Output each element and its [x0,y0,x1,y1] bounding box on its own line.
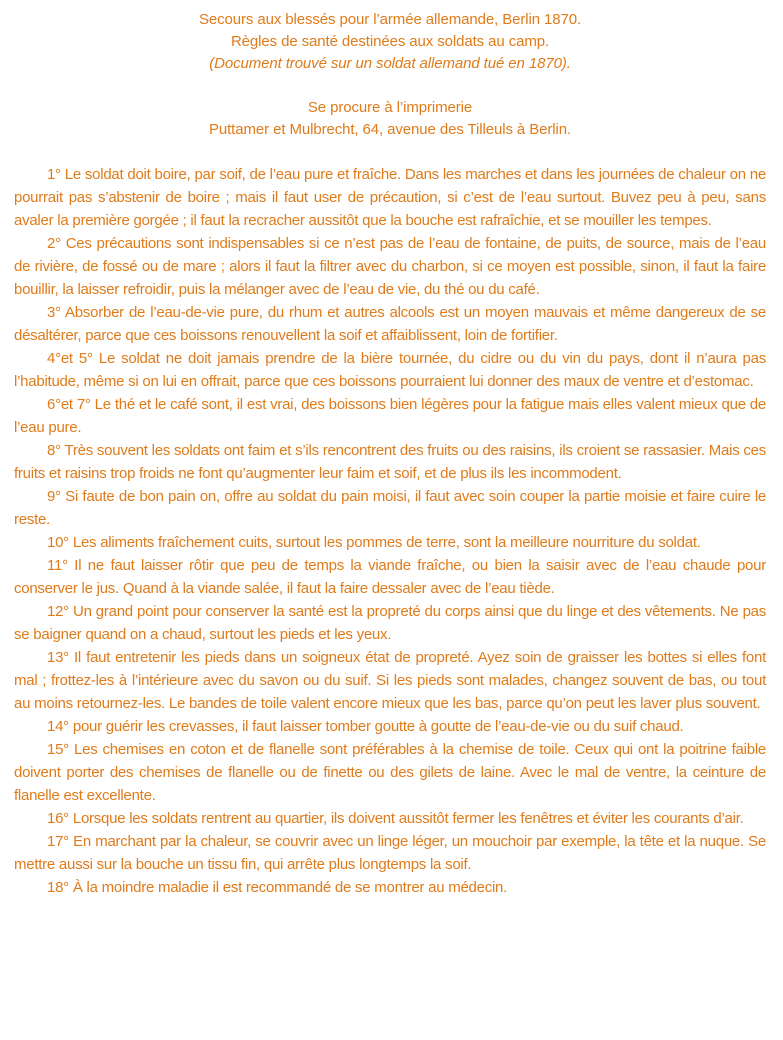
rule-paragraph: 8° Très souvent les soldats ont faim et s’ils rencontrent des fruits ou des raisins, ils croient se rassasier. Mais ces fruits et raisins trop froids ne font qu’augmenter leur faim et soif, et de plus ils les incommodent. [14,442,766,482]
document-header [14,9,766,141]
rule-paragraph: 2° Ces précautions sont indispensables si ce n’est pas de l’eau de fontaine, de puits, de source, mais de l’eau de rivière, de fossé ou de mare ; alors il faut la filtrer avec du charbon, si ce moyen est possible, sinon, il faut la faire bouillir, la laisser refroidir, puis la mélanger avec de l’eau de vie, du thé ou du café. [14,235,766,298]
header-title: Secours aux blessés pour l’armée allemande, Berlin 1870. [198,11,582,28]
rule-paragraph: 16° Lorsque les soldats rentrent au quartier, ils doivent aussitôt fermer les fenêtres et éviter les courants d’air. [47,810,744,827]
header-spacer [14,75,766,97]
rule-paragraph: 1° Le soldat doit boire, par soif, de l’eau pure et fraîche. Dans les marches et dans les journées de chaleur on ne pourrait pas s’abstenir de boire ; mais il faut user de précaution, si c’est de l’eau surtout. Buvez peu à peu, sans avaler la première gorgée ; il faut la recracher aussitôt que la bouche est rafraîchie, et se mouiller les tempes. [14,166,766,229]
rule-paragraph: 17° En marchant par la chaleur, se couvrir avec un linge léger, un mouchoir par exemple, la tête et la nuque. Se mettre aussi sur la bouche un tissu fin, qui arrête plus longtemps la soif. [14,833,766,873]
header-printer-intro: Se procure à l’imprimerie [307,99,473,116]
rule-paragraph: 15° Les chemises en coton et de flanelle sont préférables à la chemise de toile. Ceux qui ont la poitrine faible doivent porter des chemises de flanelle ou de finette ou des gilets de laine. Avec le mal de ventre, la ceinture de flanelle est excellente. [14,741,766,804]
rule-paragraph: 12° Un grand point pour conserver la santé est la propreté du corps ainsi que du linge et des vêtements. Ne pas se baigner quand on a chaud, surtout les pieds et les yeux. [14,603,766,643]
document-body [14,163,766,899]
header-printer-address: Puttamer et Mulbrecht, 64, avenue des Tilleuls à Berlin. [208,121,572,138]
rule-paragraph: 18° À la moindre maladie il est recommandé de se montrer au médecin. [47,879,508,896]
rule-paragraph: 14° pour guérir les crevasses, il faut laisser tomber goutte à goutte de l’eau-de-vie ou du suif chaud. [47,718,684,735]
rule-paragraph: 13° Il faut entretenir les pieds dans un soigneux état de propreté. Ayez soin de graisser les bottes si elles font mal ; frottez-les à l’intérieure avec du savon ou du suif. Si les pieds sont malades, changez souvent de bas, ou tout au moins retournez-les. Le bandes de toile valent encore mieux que les bas, parce qu’on peut les laver plus souvent. [14,649,766,712]
rule-paragraph: 3° Absorber de l’eau-de-vie pure, du rhum et autres alcools est un moyen mauvais et même dangereux de se désaltérer, parce que ces boissons renouvellent la soif et affaiblissent, loin de fortifier. [14,304,766,344]
header-note: (Document trouvé sur un soldat allemand tué en 1870). [209,55,571,72]
rule-paragraph: 9° Si faute de bon pain on, offre au soldat du pain moisi, il faut avec soin couper la partie moisie et faire cuire le reste. [14,488,766,528]
rule-paragraph: 4°et 5° Le soldat ne doit jamais prendre de la bière tournée, du cidre ou du vin du pays, dont il n’aura pas l’habitude, même si on lui en offrait, parce que ces boissons pourraient lui donner des maux de ventre et d’estomac. [14,350,766,390]
header-subtitle: Règles de santé destinées aux soldats au camp. [230,33,550,50]
rule-paragraph: 11° Il ne faut laisser rôtir que peu de temps la viande fraîche, ou bien la saisir avec de l’eau chaude pour conserver le jus. Quand à la viande salée, il faut la faire dessaler avec de l’eau tiède. [14,557,766,597]
rule-paragraph: 6°et 7° Le thé et le café sont, il est vrai, des boissons bien légères pour la fatigue mais elles valent mieux que de l’eau pure. [14,396,766,436]
rule-paragraph: 10° Les aliments fraîchement cuits, surtout les pommes de terre, sont la meilleure nourriture du soldat. [47,534,701,551]
